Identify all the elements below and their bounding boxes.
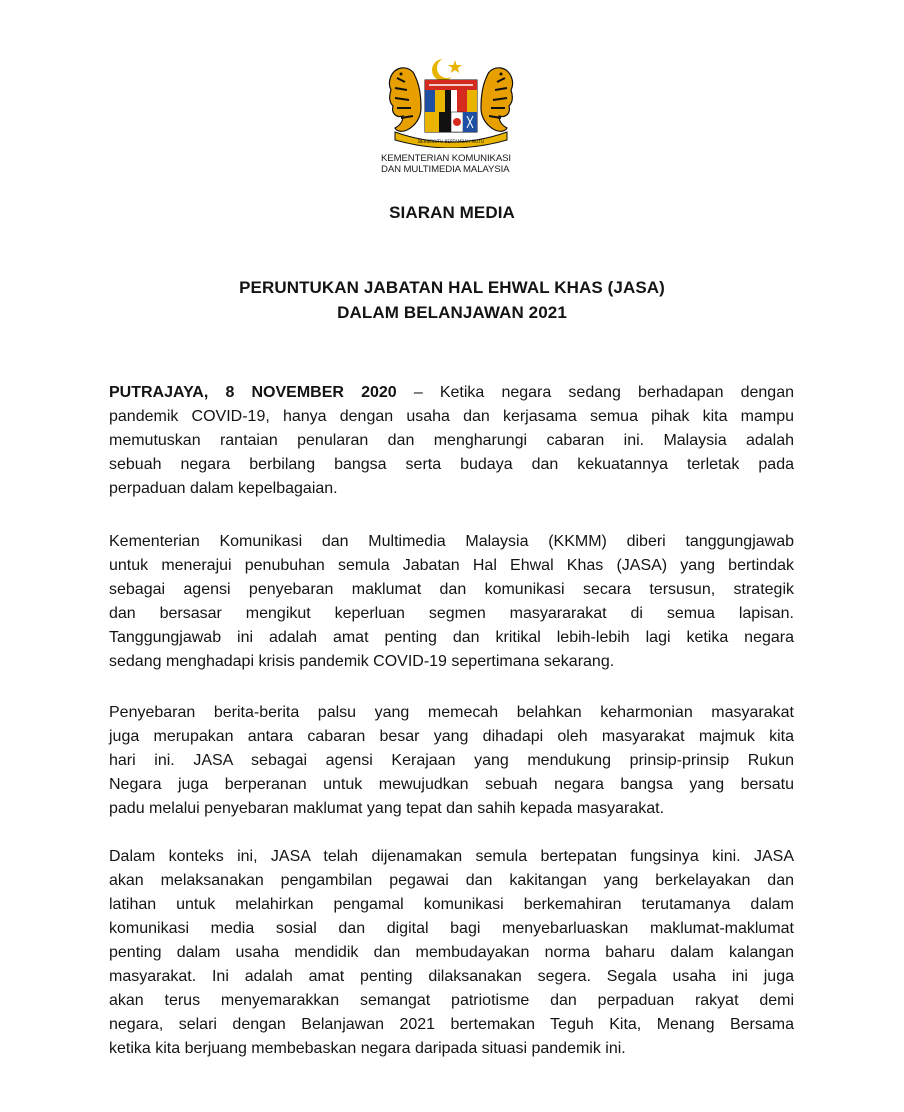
shield-icon xyxy=(425,80,477,132)
paragraph-3 xyxy=(109,701,794,821)
paragraph-4 xyxy=(109,845,794,1061)
paragraph-line: hari ini. JASA sebagai agensi Kerajaan yang mendukung prinsip-prinsip Rukun xyxy=(109,752,794,769)
ministry-name-line: KEMENTERIAN KOMUNIKASI xyxy=(381,153,512,164)
paragraph-line: sebuah negara berbilang bangsa serta budaya dan kekuatannya terletak pada xyxy=(109,456,794,473)
paragraph-line: sebagai agensi penyebaran maklumat dan komunikasi secara tersusun, strategik xyxy=(109,581,794,598)
dateline: PUTRAJAYA, 8 NOVEMBER 2020 xyxy=(109,384,397,401)
ministry-name-line: DAN MULTIMEDIA MALAYSIA xyxy=(381,164,510,175)
press-release-title xyxy=(0,275,904,325)
paragraph-line: sedang menghadapi krisis pandemik COVID-19 sepertimana sekarang. xyxy=(109,653,615,670)
paragraph-line: memutuskan rantaian penularan dan mengharungi cabaran ini. Malaysia adalah xyxy=(109,432,794,449)
paragraph-line: padu melalui penyebaran maklumat yang tepat dan sahih kepada masyarakat. xyxy=(109,800,665,817)
paragraph-line: akan terus menyemarakkan semangat patriotisme dan perpaduan rakyat demi xyxy=(109,992,794,1009)
motto-text: BERSEKUTU BERTAMBAH MUTU xyxy=(418,139,484,144)
paragraph-line: untuk menerajui penubuhan semula Jabatan Hal Ehwal Khas (JASA) yang bertindak xyxy=(109,557,794,574)
paragraph-2 xyxy=(109,530,794,674)
motto-scroll xyxy=(395,132,507,148)
paragraph-line: Penyebaran berita-berita palsu yang memecah belahkan keharmonian masyarakat xyxy=(109,704,794,721)
paragraph-line xyxy=(109,381,794,405)
paragraph-line: ketika kita berjuang membebaskan negara daripada situasi pandemik ini. xyxy=(109,1040,626,1057)
paragraph-line: Dalam konteks ini, JASA telah dijenamakan semula bertepatan fungsinya kini. JASA xyxy=(109,848,794,865)
coat-of-arms-logo xyxy=(385,56,517,148)
paragraph-line: penting dalam usaha mendidik dan membudayakan norma baharu dalam kalangan xyxy=(109,944,794,961)
paragraph-line: Tanggungjawab ini adalah amat penting dan kritikal lebih-lebih lagi ketika negara xyxy=(109,629,794,646)
paragraph-line: perpaduan dalam kepelbagaian. xyxy=(109,480,338,497)
paragraph-line: Kementerian Komunikasi dan Multimedia Malaysia (KKMM) diberi tanggungjawab xyxy=(109,533,794,550)
paragraph-line: negara, selari dengan Belanjawan 2021 bertemakan Teguh Kita, Menang Bersama xyxy=(109,1016,794,1033)
paragraph-line: juga merupakan antara cabaran besar yang dihadapi oleh masyarakat majmuk kita xyxy=(109,728,794,745)
paragraph-line: latihan untuk melahirkan pengamal komunikasi berkemahiran terutamanya dalam xyxy=(109,896,794,913)
crescent-star-icon xyxy=(432,58,462,81)
title-line: DALAM BELANJAWAN 2021 xyxy=(337,303,567,322)
left-tiger-icon xyxy=(389,68,421,132)
paragraph-line: masyarakat. Ini adalah amat penting dilaksanakan segera. Segala usaha ini juga xyxy=(109,968,794,985)
paragraph-line-text: – Ketika negara sedang berhadapan dengan xyxy=(396,384,795,401)
paragraph-line: Negara juga berperanan untuk mewujudkan sebuah negara bangsa yang bersatu xyxy=(109,776,794,793)
paragraph-line: pandemik COVID-19, hanya dengan usaha dan kerjasama semua pihak kita mampu xyxy=(109,408,794,425)
document-type-heading: SIARAN MEDIA xyxy=(389,203,515,222)
paragraph-line: dan bersasar mengikut keperluan segmen masyararakat di semua lapisan. xyxy=(109,605,794,622)
ministry-name xyxy=(381,153,581,175)
paragraph-line: komunikasi media sosial dan digital bagi menyebarluaskan maklumat-maklumat xyxy=(109,920,794,937)
title-line: PERUNTUKAN JABATAN HAL EHWAL KHAS (JASA) xyxy=(239,278,665,297)
paragraph-line: akan melaksanakan pengambilan pegawai dan kakitangan yang berkelayakan dan xyxy=(109,872,794,889)
paragraph-1 xyxy=(109,381,794,501)
right-tiger-icon xyxy=(481,68,513,132)
